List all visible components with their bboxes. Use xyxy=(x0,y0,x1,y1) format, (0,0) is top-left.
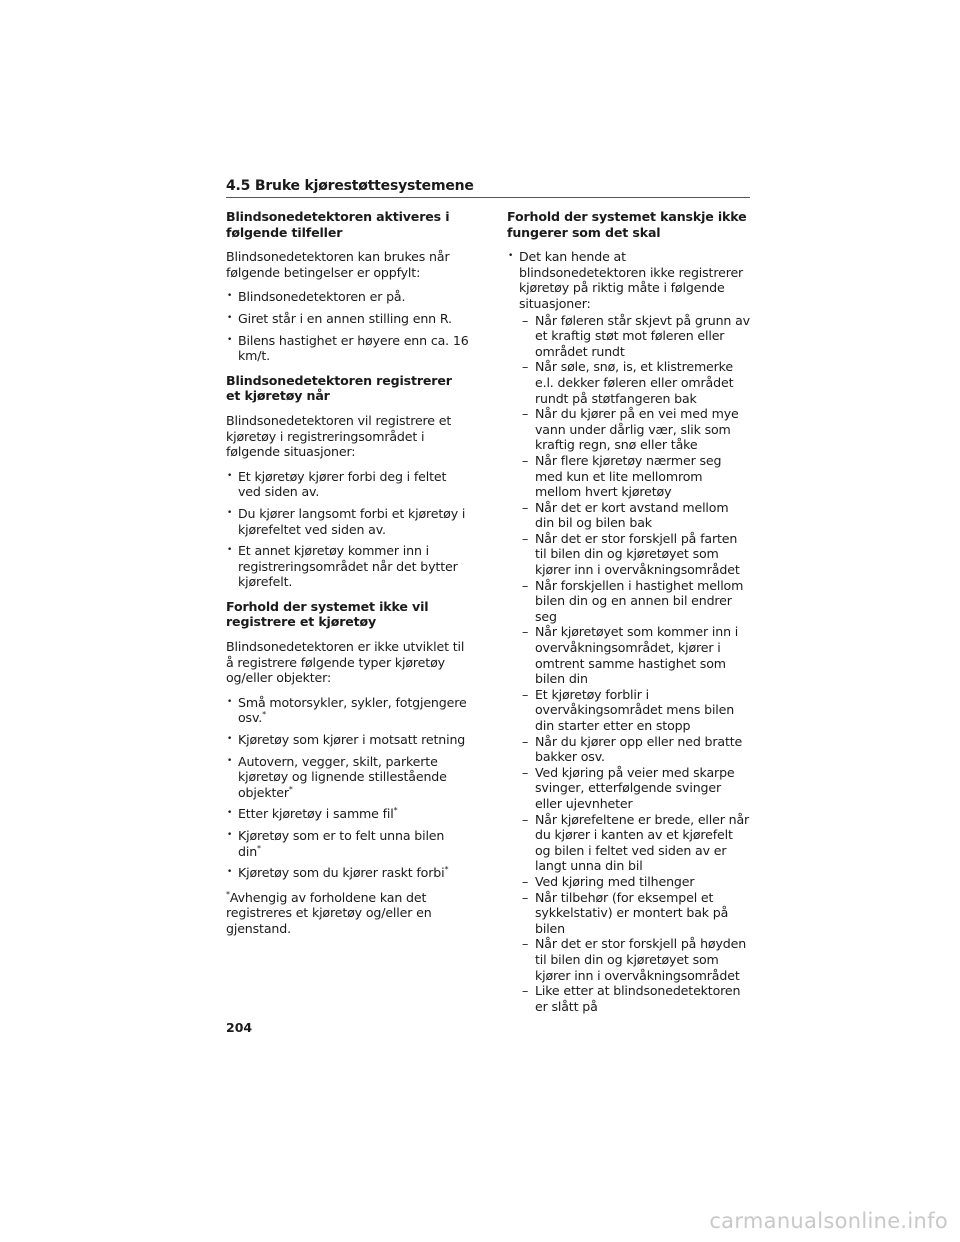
footnote-mark: * xyxy=(262,710,267,720)
footnote-mark: * xyxy=(393,806,398,816)
footnote-mark: * xyxy=(444,865,449,875)
paragraph-conditions: Blindsonedetektoren kan brukes når følgende betingelser er oppfylt: xyxy=(226,249,450,280)
list-item xyxy=(507,249,751,1014)
left-column xyxy=(226,209,470,937)
list-item-text: Kjøretøy som du kjører raskt forbi xyxy=(238,865,445,881)
sub-list-item: – Ved kjøring på veier med skarpe svinger, etterfølgende svinger eller ujevnheter xyxy=(519,765,751,812)
heading-not-detects: Forhold der systemet ikke vil registrere et kjøretøy xyxy=(226,598,429,630)
paragraph-detects: Blindsonedetektoren vil registrere et kjøretøy i registreringsområdet i følgende situasjoner: xyxy=(226,412,452,460)
list-item xyxy=(226,806,470,822)
list-item-text: Små motorsykler, sykler, fotgjengere osv. xyxy=(238,694,467,726)
sub-list-item: – Når du kjører på en vei med mye vann under dårlig vær, slik som kraftig regn, snø eller tåke xyxy=(519,406,751,453)
list-item: • Et kjøretøy kjører forbi deg i feltet ved siden av. xyxy=(226,469,470,500)
list-item-text: Autovern, vegger, skilt, parkerte kjøretøy og lignende stillestående objekter xyxy=(238,753,447,800)
list-item: • Et annet kjøretøy kommer inn i registreringsområdet når det bytter kjørefelt. xyxy=(226,543,470,590)
sub-list-item: – Når kjørefeltene er brede, eller når du kjører i kanten av et kjørefelt og bilen i feltet ved siden av er langt unna din bil xyxy=(519,812,751,874)
list-item xyxy=(226,695,470,726)
watermark: carmanualsonline.info xyxy=(709,1209,948,1233)
heading-limitations: Forhold der systemet kanskje ikke fungerer som det skal xyxy=(507,209,747,240)
sub-list-item: – Når det er stor forskjell på farten til bilen din og kjøretøyet som kjører inn i overvåkningsområdet xyxy=(519,531,751,578)
sub-list-item: – Når du kjører opp eller ned bratte bakker osv. xyxy=(519,734,751,765)
footnote-mark: * xyxy=(257,843,261,853)
paragraph-not-detects: Blindsonedetektoren er ikke utviklet til å registrere følgende typer kjøretøy og/eller objekter: xyxy=(226,639,465,686)
list-item: • Du kjører langsomt forbi et kjøretøy i kjørefeltet ved siden av. xyxy=(226,506,470,537)
list-item: • Blindsonedetektoren er på. xyxy=(226,289,470,305)
footnote-text: Avhengig av forholdene kan det registreres et kjøretøy og/eller en gjenstand. xyxy=(226,889,432,936)
list-item xyxy=(226,828,470,859)
sub-list-item: – Når føleren står skjevt på grunn av et kraftig støt mot føleren eller området rundt xyxy=(519,313,751,360)
list-item xyxy=(226,754,470,801)
section-header: 4.5 Bruke kjørestøttesystemene xyxy=(226,178,750,198)
sub-list-item: – Når flere kjøretøy nærmer seg med kun et lite mellomrom mellom hvert kjøretøy xyxy=(519,453,751,500)
sub-list-item: – Når det er stor forskjell på høyden til bilen din og kjøretøyet som kjører inn i overvåkningsområdet xyxy=(519,936,751,983)
list-item-text: Etter kjøretøy i samme fil xyxy=(238,806,394,822)
footnote-mark: * xyxy=(288,784,293,794)
page-number: 204 xyxy=(226,1020,253,1035)
footnote-mark: * xyxy=(226,889,230,899)
sub-list-situations xyxy=(519,313,751,1015)
list-item xyxy=(226,865,470,881)
list-conditions xyxy=(226,289,470,363)
list-item-text: Kjøretøy som er to felt unna bilen din xyxy=(238,828,445,859)
heading-activation: Blindsonedetektoren aktiveres i følgende tilfeller xyxy=(226,209,450,240)
sub-list-item: – Ved kjøring med tilhenger xyxy=(519,874,751,890)
footnote xyxy=(226,890,470,937)
sub-list-item: – Like etter at blindsonedetektoren er slått på xyxy=(519,983,751,1014)
list-item-text: Det kan hende at blindsonedetektoren ikke registrerer kjøretøy på riktig måte i følgende situasjoner: xyxy=(519,249,744,311)
sub-list-item: – Når søle, snø, is, et klistremerke e.l. dekker føleren eller området rundt på støtfangeren bak xyxy=(519,359,751,406)
list-item-text: Kjøretøy som kjører i motsatt retning xyxy=(238,732,466,748)
sub-list-item: – Når tilbehør (for eksempel et sykkelstativ) er montert bak på bilen xyxy=(519,890,751,937)
sub-list-item: – Når kjøretøyet som kommer inn i overvåkningsområdet, kjører i omtrent samme hastighet som bilen din xyxy=(519,624,751,686)
list-detects xyxy=(226,469,470,590)
sub-list-item: – Et kjøretøy forblir i overvåkingsområdet mens bilen din starter etter en stopp xyxy=(519,687,751,734)
sub-list-item: – Når det er kort avstand mellom din bil og bilen bak xyxy=(519,500,751,531)
list-limitations xyxy=(507,249,751,1014)
list-item: • Bilens hastighet er høyere enn ca. 16 km/t. xyxy=(226,333,470,364)
right-column xyxy=(507,209,751,1023)
list-not-detects xyxy=(226,695,470,881)
heading-detects: Blindsonedetektoren registrerer et kjøretøy når xyxy=(226,372,452,404)
sub-list-item: – Når forskjellen i hastighet mellom bilen din og en annen bil endrer seg xyxy=(519,578,751,625)
list-item xyxy=(226,732,470,748)
list-item: • Giret står i en annen stilling enn R. xyxy=(226,311,470,327)
